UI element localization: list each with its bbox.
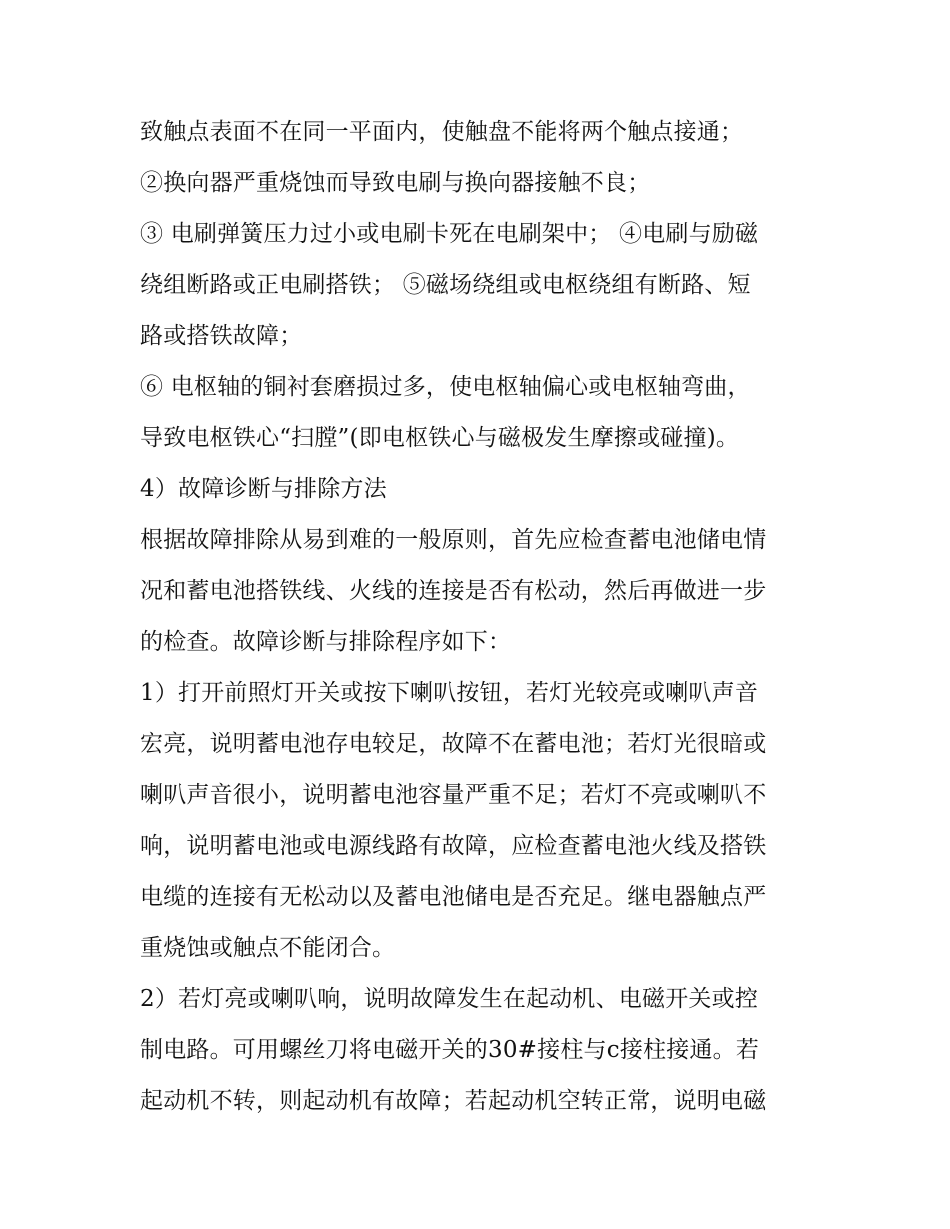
- text-line-13: 宏亮，说明蓄电池存电较足，故障不在蓄电池；若灯光很暗或: [140, 731, 767, 757]
- text-line-20: 起动机不转，则起动机有故障；若起动机空转正常，说明电磁: [140, 1088, 767, 1114]
- text-line-2: ②换向器严重烧蚀而导致电刷与换向器接触不良；: [140, 170, 651, 196]
- text-line-7: 导致电枢铁心“扫膛”(即电枢铁心与磁极发生摩擦或碰撞)。: [140, 425, 740, 451]
- text-line-9: 根据故障排除从易到难的一般原则，首先应检查蓄电池储电情: [140, 527, 767, 553]
- text-line-14: 喇叭声音很小，说明蓄电池容量严重不足；若灯不亮或喇叭不: [140, 782, 767, 808]
- text-line-5: 路或搭铁故障；: [140, 323, 303, 349]
- text-line-18: 2）若灯亮或喇叭响，说明故障发生在起动机、电磁开关或控: [140, 986, 759, 1012]
- text-line-3: ③ 电刷弹簧压力过小或电刷卡死在电刷架中； ④电刷与励磁: [140, 221, 759, 247]
- text-line-12: 1）打开前照灯开关或按下喇叭按钮，若灯光较亮或喇叭声音: [140, 680, 759, 706]
- section-heading: 4）故障诊断与排除方法: [140, 476, 387, 502]
- text-line-1: 致触点表面不在同一平面内，使触盘不能将两个触点接通；: [140, 119, 744, 145]
- text-line-4: 绕组断路或正电刷搭铁； ⑤磁场绕组或电枢绕组有断路、短: [140, 272, 751, 298]
- text-line-16: 电缆的连接有无松动以及蓄电池储电是否充足。继电器触点严: [140, 884, 767, 910]
- text-line-17: 重烧蚀或触点不能闭合。: [140, 935, 396, 961]
- text-line-11: 的检查。故障诊断与排除程序如下：: [140, 629, 512, 655]
- text-line-19: 制电路。可用螺丝刀将电磁开关的30#接柱与c接柱接通。若: [140, 1037, 760, 1063]
- document-body: [140, 107, 820, 1127]
- text-line-15: 响，说明蓄电池或电源线路有故障，应检查蓄电池火线及搭铁: [140, 833, 767, 859]
- text-line-6: ⑥ 电枢轴的铜衬套磨损过多，使电枢轴偏心或电枢轴弯曲，: [140, 374, 751, 400]
- text-line-10: 况和蓄电池搭铁线、火线的连接是否有松动，然后再做进一步: [140, 578, 767, 604]
